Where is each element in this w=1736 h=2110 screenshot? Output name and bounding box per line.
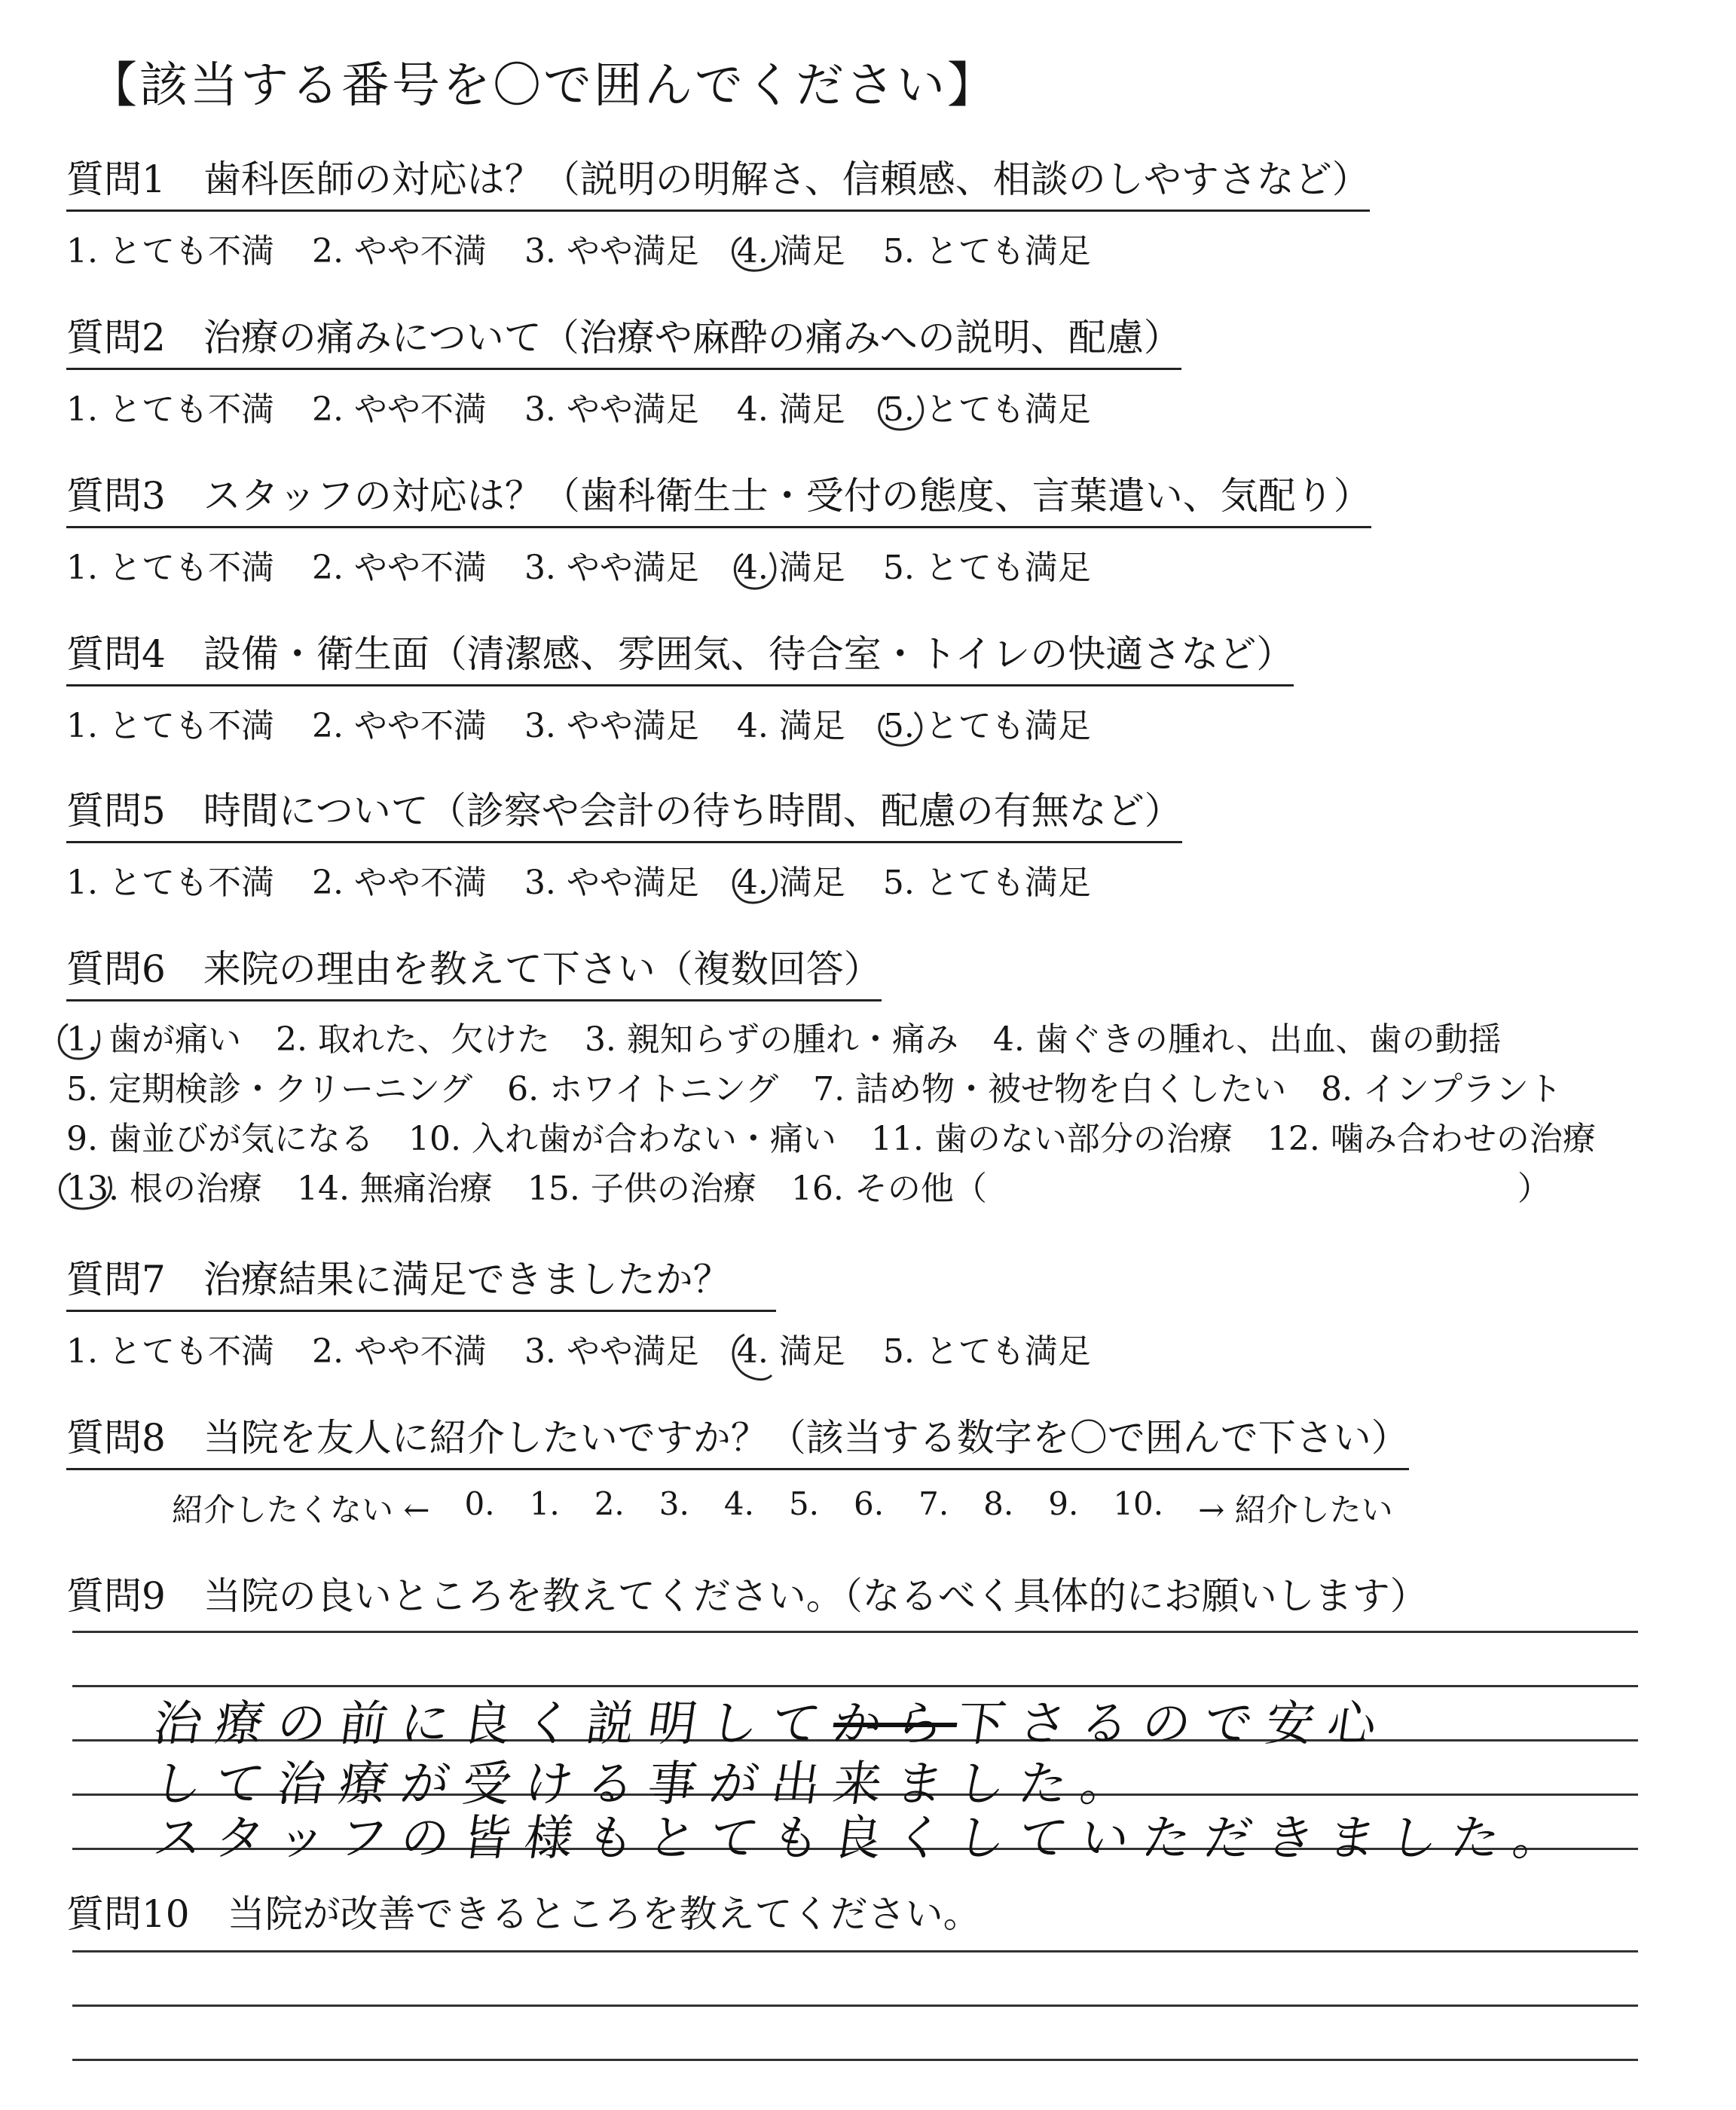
scale-10[interactable]: 10.: [1113, 1485, 1164, 1522]
scale-5[interactable]: 5.: [788, 1485, 820, 1522]
choice-1[interactable]: 1. とても不満: [66, 232, 274, 271]
choice-1[interactable]: 1. とても不満: [66, 1332, 274, 1371]
option-row: [66, 1115, 1631, 1164]
question-1: [66, 149, 1370, 272]
question-2-title: 質問2 治療の痛みについて（治療や麻酔の痛みへの説明、配慮）: [66, 307, 1181, 370]
question-4-choices: [66, 699, 1294, 747]
choice-2[interactable]: 2. やや不満: [311, 549, 487, 587]
question-6-title: 質問6 来院の理由を教えて下さい（複数回答）: [66, 939, 882, 1001]
question-3-title: 質問3 スタッフの対応は？（歯科衛生士・受付の態度、言葉遣い、気配り）: [66, 466, 1371, 528]
choice-5-label: 5. とても満足: [882, 390, 1091, 429]
handwritten-answer-line-3: スタッフの皆様もとても良くしていただきました。: [149, 1811, 1579, 1867]
answer-line: [72, 2059, 1638, 2061]
answer-line: [72, 1631, 1638, 1633]
question-7-title: 質問7 治療結果に満足できましたか？: [66, 1249, 776, 1312]
choice-5[interactable]: 5. とても満足: [882, 232, 1091, 271]
question-10-title: 質問10 当院が改善できるところを教えてください。: [66, 1892, 981, 1936]
question-2: [66, 307, 1181, 430]
choice-1[interactable]: 1. とても不満: [66, 707, 274, 745]
hand-drawn-circle-icon: [53, 1018, 113, 1065]
hand-drawn-circle-icon: [726, 861, 787, 908]
choice-2[interactable]: 2. やや不満: [311, 1332, 487, 1371]
option-11[interactable]: 11. 歯のない部分の治療: [870, 1120, 1233, 1158]
option-8[interactable]: 8. インプラント: [1321, 1070, 1563, 1109]
option-row: [66, 1164, 1631, 1214]
hand-drawn-circle-icon: [873, 388, 933, 435]
scale-high-label: → 紹介したい: [1198, 1491, 1393, 1528]
choice-4-selected[interactable]: [737, 224, 845, 272]
option-4[interactable]: 4. 歯ぐきの腫れ、出血、歯の動揺: [992, 1020, 1502, 1059]
choice-3[interactable]: 3. やや満足: [524, 707, 699, 745]
choice-3[interactable]: 3. やや満足: [524, 232, 699, 271]
choice-2[interactable]: 2. やや不満: [311, 864, 487, 902]
choice-1[interactable]: 1. とても不満: [66, 390, 274, 429]
survey-heading: 【該当する番号を〇で囲んでください】: [89, 58, 998, 114]
option-13-label: 13. 根の治療: [66, 1170, 262, 1208]
option-row: [66, 1065, 1631, 1115]
hand-drawn-circle-icon: [726, 546, 787, 593]
choice-1[interactable]: 1. とても不満: [66, 864, 274, 902]
option-7[interactable]: 7. 詰め物・被せ物を白くしたい: [813, 1070, 1287, 1109]
handwritten-text: 治療の前に良く説明して: [149, 1696, 838, 1752]
scale-9[interactable]: 9.: [1048, 1485, 1079, 1522]
choice-5[interactable]: 5. とても満足: [882, 1332, 1091, 1371]
choice-2[interactable]: 2. やや不満: [311, 707, 487, 745]
choice-3[interactable]: 3. やや満足: [524, 1332, 699, 1371]
option-2[interactable]: 2. 取れた、欠けた: [275, 1020, 550, 1059]
option-3[interactable]: 3. 親知らずの腫れ・痛み: [584, 1020, 958, 1059]
choice-1[interactable]: 1. とても不満: [66, 549, 274, 587]
option-10[interactable]: 10. 入れ歯が合わない・痛い: [408, 1120, 836, 1158]
scale-low-label: 紹介したくない ←: [172, 1491, 430, 1528]
hand-drawn-circle-icon: [726, 230, 787, 277]
question-10: [66, 1884, 981, 1944]
handwritten-answer-line-1: [150, 1685, 1395, 1754]
choice-4-selected[interactable]: [737, 540, 845, 589]
option-13-selected[interactable]: [66, 1164, 262, 1214]
option-5[interactable]: 5. 定期検診・クリーニング: [66, 1070, 473, 1109]
handwritten-text: 下さるので安心: [952, 1696, 1394, 1752]
question-7: [66, 1249, 1129, 1372]
question-6: [66, 939, 1631, 1214]
question-5: [66, 781, 1182, 904]
choice-4-label: 4. 満足: [736, 549, 845, 587]
question-4: [66, 624, 1294, 747]
option-1-label: 1. 歯が痛い: [66, 1020, 241, 1059]
choice-4-selected[interactable]: [737, 1324, 845, 1372]
scale-3[interactable]: 3.: [659, 1485, 689, 1522]
question-1-choices: [66, 224, 1370, 272]
question-8-title: 質問8 当院を友人に紹介したいですか？（該当する数字を〇で囲んで下さい）: [66, 1408, 1409, 1470]
hand-drawn-circle-icon: [726, 1330, 787, 1390]
choice-4[interactable]: 4. 満足: [736, 390, 845, 429]
question-3: [66, 466, 1371, 589]
choice-5-label: 5. とても満足: [882, 707, 1091, 745]
question-4-title: 質問4 設備・衛生面（清潔感、雰囲気、待合室・トイレの快適さなど）: [66, 624, 1294, 687]
choice-4-label: 4. 満足: [736, 1332, 845, 1371]
handwritten-answer-line-2: して治療が受ける事が出来ました。: [149, 1757, 1147, 1812]
choice-2[interactable]: 2. やや不満: [311, 390, 487, 429]
choice-4-selected[interactable]: [737, 855, 845, 904]
scale-2[interactable]: 2.: [594, 1485, 625, 1522]
hand-drawn-circle-icon: [873, 705, 933, 751]
question-5-choices: [66, 855, 1182, 904]
scale-8[interactable]: 8.: [983, 1485, 1014, 1522]
scale-0[interactable]: 0.: [464, 1485, 495, 1522]
option-15[interactable]: 15. 子供の治療: [527, 1170, 756, 1208]
option-12[interactable]: 12. 噛み合わせの治療: [1267, 1120, 1596, 1158]
question-3-choices: [66, 540, 1371, 589]
struck-out-text: から: [829, 1696, 961, 1752]
scale-7[interactable]: 7.: [918, 1485, 949, 1522]
option-14[interactable]: 14. 無痛治療: [296, 1170, 493, 1208]
choice-4-label: 4. 満足: [736, 232, 845, 271]
answer-line: [72, 2004, 1638, 2007]
hand-drawn-circle-icon: [53, 1167, 125, 1214]
choice-5[interactable]: 5. とても満足: [882, 864, 1091, 902]
question-6-options: [66, 1015, 1631, 1214]
question-8: [66, 1408, 1409, 1531]
recommend-scale: [172, 1485, 1409, 1531]
scale-1[interactable]: 1.: [529, 1485, 560, 1522]
question-5-title: 質問5 時間について（診察や会計の待ち時間、配慮の有無など）: [66, 781, 1182, 843]
question-9: [66, 1566, 1428, 1626]
answer-line: [72, 1950, 1638, 1953]
choice-5-selected[interactable]: [883, 699, 1091, 747]
choice-2[interactable]: 2. やや不満: [311, 232, 487, 271]
question-7-choices: [66, 1324, 1129, 1372]
choice-3[interactable]: 3. やや満足: [524, 864, 699, 902]
option-9[interactable]: 9. 歯並びが気になる: [66, 1120, 374, 1158]
question-2-choices: [66, 382, 1181, 430]
scale-4[interactable]: 4.: [723, 1485, 754, 1522]
option-6[interactable]: 6. ホワイトニング: [507, 1070, 779, 1109]
option-16-other[interactable]: 16. その他（ ）: [790, 1170, 1551, 1208]
choice-4-label: 4. 満足: [736, 864, 845, 902]
choice-3[interactable]: 3. やや満足: [524, 390, 699, 429]
choice-4[interactable]: 4. 満足: [736, 707, 845, 745]
choice-3[interactable]: 3. やや満足: [524, 549, 699, 587]
option-row: [66, 1015, 1631, 1065]
scale-6[interactable]: 6.: [854, 1485, 885, 1522]
choice-5[interactable]: 5. とても満足: [882, 549, 1091, 587]
option-1-selected[interactable]: [66, 1015, 241, 1065]
choice-5-selected[interactable]: [883, 382, 1091, 430]
question-9-title: 質問9 当院の良いところを教えてください。（なるべく具体的にお願いします）: [66, 1574, 1428, 1618]
question-1-title: 質問1 歯科医師の対応は？（説明の明解さ、信頼感、相談のしやすさなど）: [66, 149, 1370, 212]
